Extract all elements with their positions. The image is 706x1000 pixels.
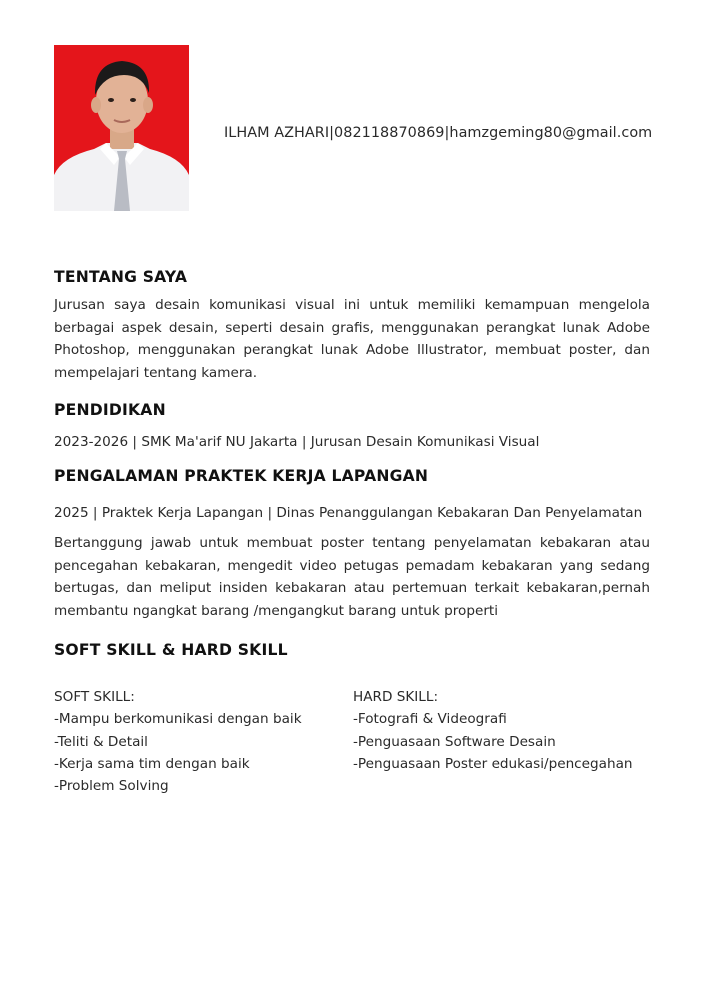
soft-skill-item: -Mampu berkomunikasi dengan baik (54, 711, 302, 728)
hard-skill-item: -Penguasaan Software Desain (353, 733, 556, 750)
soft-skill-item: -Problem Solving (54, 778, 169, 795)
soft-skill-list (54, 686, 302, 797)
profile-photo (54, 45, 189, 211)
skills-heading: SOFT SKILL & HARD SKILL (54, 641, 288, 659)
experience-entry: 2025 | Praktek Kerja Lapangan | Dinas Penanggulangan Kebakaran Dan Penyelamatan (54, 505, 643, 521)
hard-skill-item: -Penguasaan Poster edukasi/pencegahan (353, 755, 633, 772)
person-portrait-icon (54, 45, 189, 211)
hard-skill-title: HARD SKILL: (353, 689, 439, 705)
soft-skill-item: -Teliti & Detail (54, 733, 148, 750)
hard-skill-item: -Fotografi & Videografi (353, 711, 507, 728)
education-entry: 2023-2026 | SMK Ma'arif NU Jakarta | Jurusan Desain Komunikasi Visual (54, 434, 540, 450)
soft-skill-item: -Kerja sama tim dengan baik (54, 755, 250, 772)
education-heading: PENDIDIKAN (54, 401, 166, 419)
hard-skill-list (353, 686, 633, 775)
about-text: Jurusan saya desain komunikasi visual ini untuk memiliki kemampuan mengelola berbagai aspek desain, seperti desain grafis, menggunakan perangkat lunak Adobe Photoshop, menggunakan perangkat lunak Adobe Illustrator, membuat poster, dan mempelajari tentang kamera. (54, 297, 650, 381)
experience-heading: PENGALAMAN PRAKTEK KERJA LAPANGAN (54, 467, 429, 485)
soft-skill-title: SOFT SKILL: (54, 689, 135, 705)
about-heading: TENTANG SAYA (54, 268, 188, 286)
contact-line: ILHAM AZHARI|082118870869|hamzgeming80@gmail.com (224, 125, 653, 141)
experience-description: Bertanggung jawab untuk membuat poster tentang penyelamatan kebakaran atau pencegahan kebakaran, mengedit video petugas pemadam kebakaran yang sedang bertugas, dan meliput insiden kebakaran atau pertemuan terkait kebakaran,pernah membantu ngangkat barang /mengangkut barang untuk properti (54, 535, 650, 619)
